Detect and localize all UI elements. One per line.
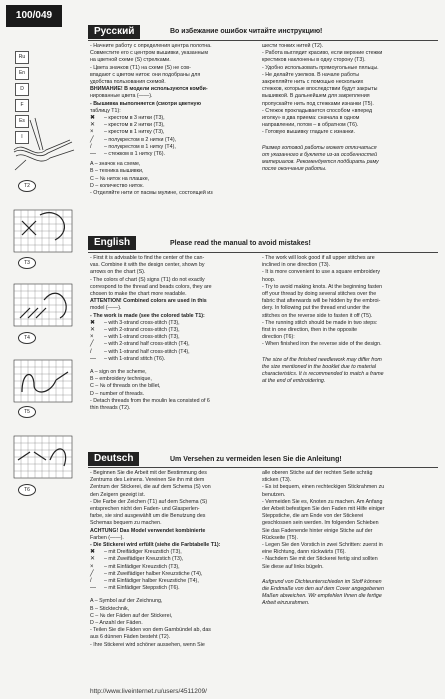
russian-note: Размер готовой работы может отличаться от указанного в буклете из-за особенностей материалов. Рекомендуется подбирать раму после окончания работы. <box>262 144 379 173</box>
deutsch-divider <box>88 467 438 468</box>
running-stitch-illustration <box>14 436 72 478</box>
half-cross-1-icon: / <box>90 577 92 584</box>
cross-3-icon: ✖ <box>90 319 96 326</box>
deutsch-left-column: - Beginnen Sie die Arbeit mit der Bestimmung des Zentrums des Leinens. Vereinen Sie ihn mit dem Zentrum der Stickerei, die auf dem Schema (S) von den Zeigern gezeigt ist. - Die Farbe der Zeichen (T1) auf dem Schema (S) entsprechen nicht den Faden- und Glasperlen- farbe, sie sind ausgewählt um die Benutzung des Schemas bequem zu machen. ACHTUNG! Das Model verwendet kombinierte Farben (——). - Die Stickerei wird erfüllt (siehe die Farbtabelle T1): ✖ – mit Dreifädiger Kreuzstich (T3), ✕ – mit Zweifädiger Kreuzstich (T3), × – mit Einfädiger Kreuzstich (T3), ╱ – mit Zweifädiger halber Kreuzstiche (T4), / – mit Einfädiger halber Kreuzstiche (T4), — – mit Einfädiger Steppstich (T6). A – Symbol auf der Zeichnung, B – Sticktechnik, C – № der Fäden auf der Stickerei, D – Anzahl der Fäden. - Teilen Sie die Fäden von dem Garnbündel ab, das aus 6 dünnen Fäden besteht (T2). - Ihre Stickerei wird schöner aussehen, wenn Sie <box>90 470 221 648</box>
russian-left-column: - Начните работу с определения центра полотна. Совместите его с центром вышивки, указанным на цветной схеме (S) стрелками. - Цвета значков (T1) на схеме (S) не сов- впадают с цветом ниток: они подобраны для удобства пользования схемой. ВНИМАНИЕ! В модели используются комби- нированные цвета (——). - Вышивка выполняется (смотри цветную таблицу Т1): ✖ – крестом в 3 нитки (Т3), ✕ – крестом в 2 нитки (Т3), × – крестом в 1 нитку (Т3), ╱ – полукрестом в 2 нитки (Т4), / – полукрестом в 1 нитку (Т4), — – стежком в 1 нитку (Т6). A – значок на схеме, B – техника вышивки, C – № ниток на плашке, D – количество ниток. - Отделяйте нити от пасмы мулине, состоящей из <box>90 43 213 196</box>
english-right-column: - The work will look good if all upper stitches are inclined in one direction (T3). - It is more convenient to use a square embroidery hoop. - Try to avoid making knots. At the beginning fasten off your thread by doing several stitches over the fabric that afterwards will be hidden by the embroi- dery. In following put the thread end under the stitches on the reverse side to fasten it off (T5). - The running stitch should be made in two steps: first in one direction, then in the opposite direction (T6): - When finished iron the reverse side of the design. The size of the finished needlework may differ from the size mentioned in the booklet due to material characteristics. It is recommended to match a frame at the end of embroidering. <box>262 255 440 385</box>
deutsch-section-badge: Deutsch <box>88 452 139 466</box>
russian-right-column: шести тонких нитей (Т2). - Работа выглядит красиво, если верхние стежки крестиков наклонены в одну сторону (Т3). - Удобно использовать прямоугольные пяльцы. - Не делайте узелков. В начале работы закрепляйте нить с помощью нескольких стежков, которые впоследствии будут закрыты вышивкой. В дальнейшем для закрепления пропускайте нить под стежками изнанки (Т5). - Стежок прокладывается способом «вперед иголку» в два приема: сначала в одном направлении, потом – в обратном (Т6). - Готовую вышивку гладьте с изнанки. Размер готовой работы может отличаться от указанного в буклете из-за особенностей материалов. Рекомендуется подбирать раму после окончания работы. <box>262 43 440 173</box>
kit-code: 100/049 <box>6 5 62 27</box>
english-section-title: Please read the manual to avoid mistakes! <box>170 240 311 247</box>
stitch-1-icon: — <box>90 355 96 362</box>
figure-tag-t4: T4 <box>18 332 36 344</box>
stitch-1-icon: — <box>90 150 96 157</box>
illustrations <box>0 0 88 699</box>
english-divider <box>88 252 438 253</box>
cross-2-icon: ✕ <box>90 327 96 334</box>
language-ru: Ru <box>15 51 29 64</box>
cross-3-icon: ✖ <box>90 115 96 122</box>
cross-1-icon: × <box>90 334 94 341</box>
half-cross-2-icon: ╱ <box>90 136 94 143</box>
cross-1-icon: × <box>90 563 94 570</box>
figure-tag-t2: T2 <box>18 180 36 192</box>
language-es: Es <box>15 115 29 128</box>
language-en: En <box>15 67 29 80</box>
deutsch-section-title: Um Versehen zu vermeiden lesen Sie die Anleitung! <box>170 456 342 463</box>
language-d: D <box>15 83 29 96</box>
half-cross-2-icon: ╱ <box>90 570 94 577</box>
half-cross-1-icon: / <box>90 348 92 355</box>
russian-divider <box>88 40 438 41</box>
figure-tag-t6: T6 <box>18 484 36 496</box>
english-section-badge: English <box>88 236 136 250</box>
half-cross-2-icon: ╱ <box>90 341 94 348</box>
figure-tag-t5: T5 <box>18 406 36 418</box>
cross-1-icon: × <box>90 129 94 136</box>
deutsch-right-column: alle oberen Stiche auf der rechten Seite schräg sticken (T3). - Es ist bequem, einen rechteckigen Stickrahmen zu benutzen. - Vermeiden Sie es, Knoten zu machen. Am Anfang der Arbeit befestigen Sie den Faden mit Hilfe einiger Steppstiche, die am Ende von der Stickerei geschlossen sein werden. Im folgenden Schieben Sie das Fadenende hinter einige Stiche auf der Rückseite (T5). - Legen Sie den Vorstich in zwei Schritten: zuerst in eine Richtung, dann rückwärts (T6). - Nachdem Sie mit der Stickerei fertig sind sollten Sie diese auf links bügeln. Aufgrund von Dichteunterschieden im Stoff können die Endmaße von den auf dem Cover angegebenen Maßen abweichen. Wir empfehlen Ihnen die fertige Arbeit einzurahmen. <box>262 470 440 608</box>
cross-2-icon: ✕ <box>90 556 96 563</box>
thread-strands-illustration <box>14 118 74 170</box>
half-cross-1-icon: / <box>90 143 92 150</box>
english-left-column: - First it is advisable to find the center of the can- vas. Combine it with the design center, shown by arrows on the chart (S). - The colors of chart (S) signs (T1) do not exactly correspond to the thread and beads colors, they are chosen to make the chart more readable. ATTENTION! Combined colors are used in this model (——). - The work is made (see the colored table T1): ✖ – with 3-strand cross-stitch (T3), ✕ – with 2-strand cross-stitch (T3), × – with 1-strand cross-stitch (T3), ╱ – with 2-strand half cross-stitch (T4), / – with 1-strand half cross-stitch (T4), — – with 1-strand stitch (T6). A – sign on the scheme, B – embroidery technique, C – № of threads on the billet, D – number of threads. - Detach threads from the moulin lea consisted of 6 thin threads (T2). <box>90 255 212 411</box>
russian-section-title: Во избежание ошибок читайте инструкцию! <box>170 28 323 35</box>
cross-2-icon: ✕ <box>90 122 96 129</box>
language-f: F <box>15 99 29 112</box>
figure-tag-t3: T3 <box>18 257 36 269</box>
english-note: The size of the finished needlework may differ from the size mentioned in the booklet due to material characteristics. It is recommended to match a frame at the end of embroidering. <box>262 356 384 385</box>
cross-3-icon: ✖ <box>90 549 96 556</box>
language-i: I <box>15 131 29 144</box>
half-cross-stitch-grid-illustration <box>14 284 72 326</box>
stitch-1-icon: — <box>90 585 96 592</box>
cross-stitch-grid-illustration <box>14 210 72 252</box>
thread-fastening-illustration <box>14 360 72 402</box>
russian-section-badge: Русский <box>88 25 140 39</box>
source-url: http://www.liveinternet.ru/users/4511209/ <box>90 688 207 695</box>
deutsch-note: Aufgrund von Dichteunterschieden im Stoff können die Endmaße von den auf dem Cover angegebenen Maßen abweichen. Wir empfehlen Ihnen die fertige Arbeit einzurahmen. <box>262 578 384 607</box>
